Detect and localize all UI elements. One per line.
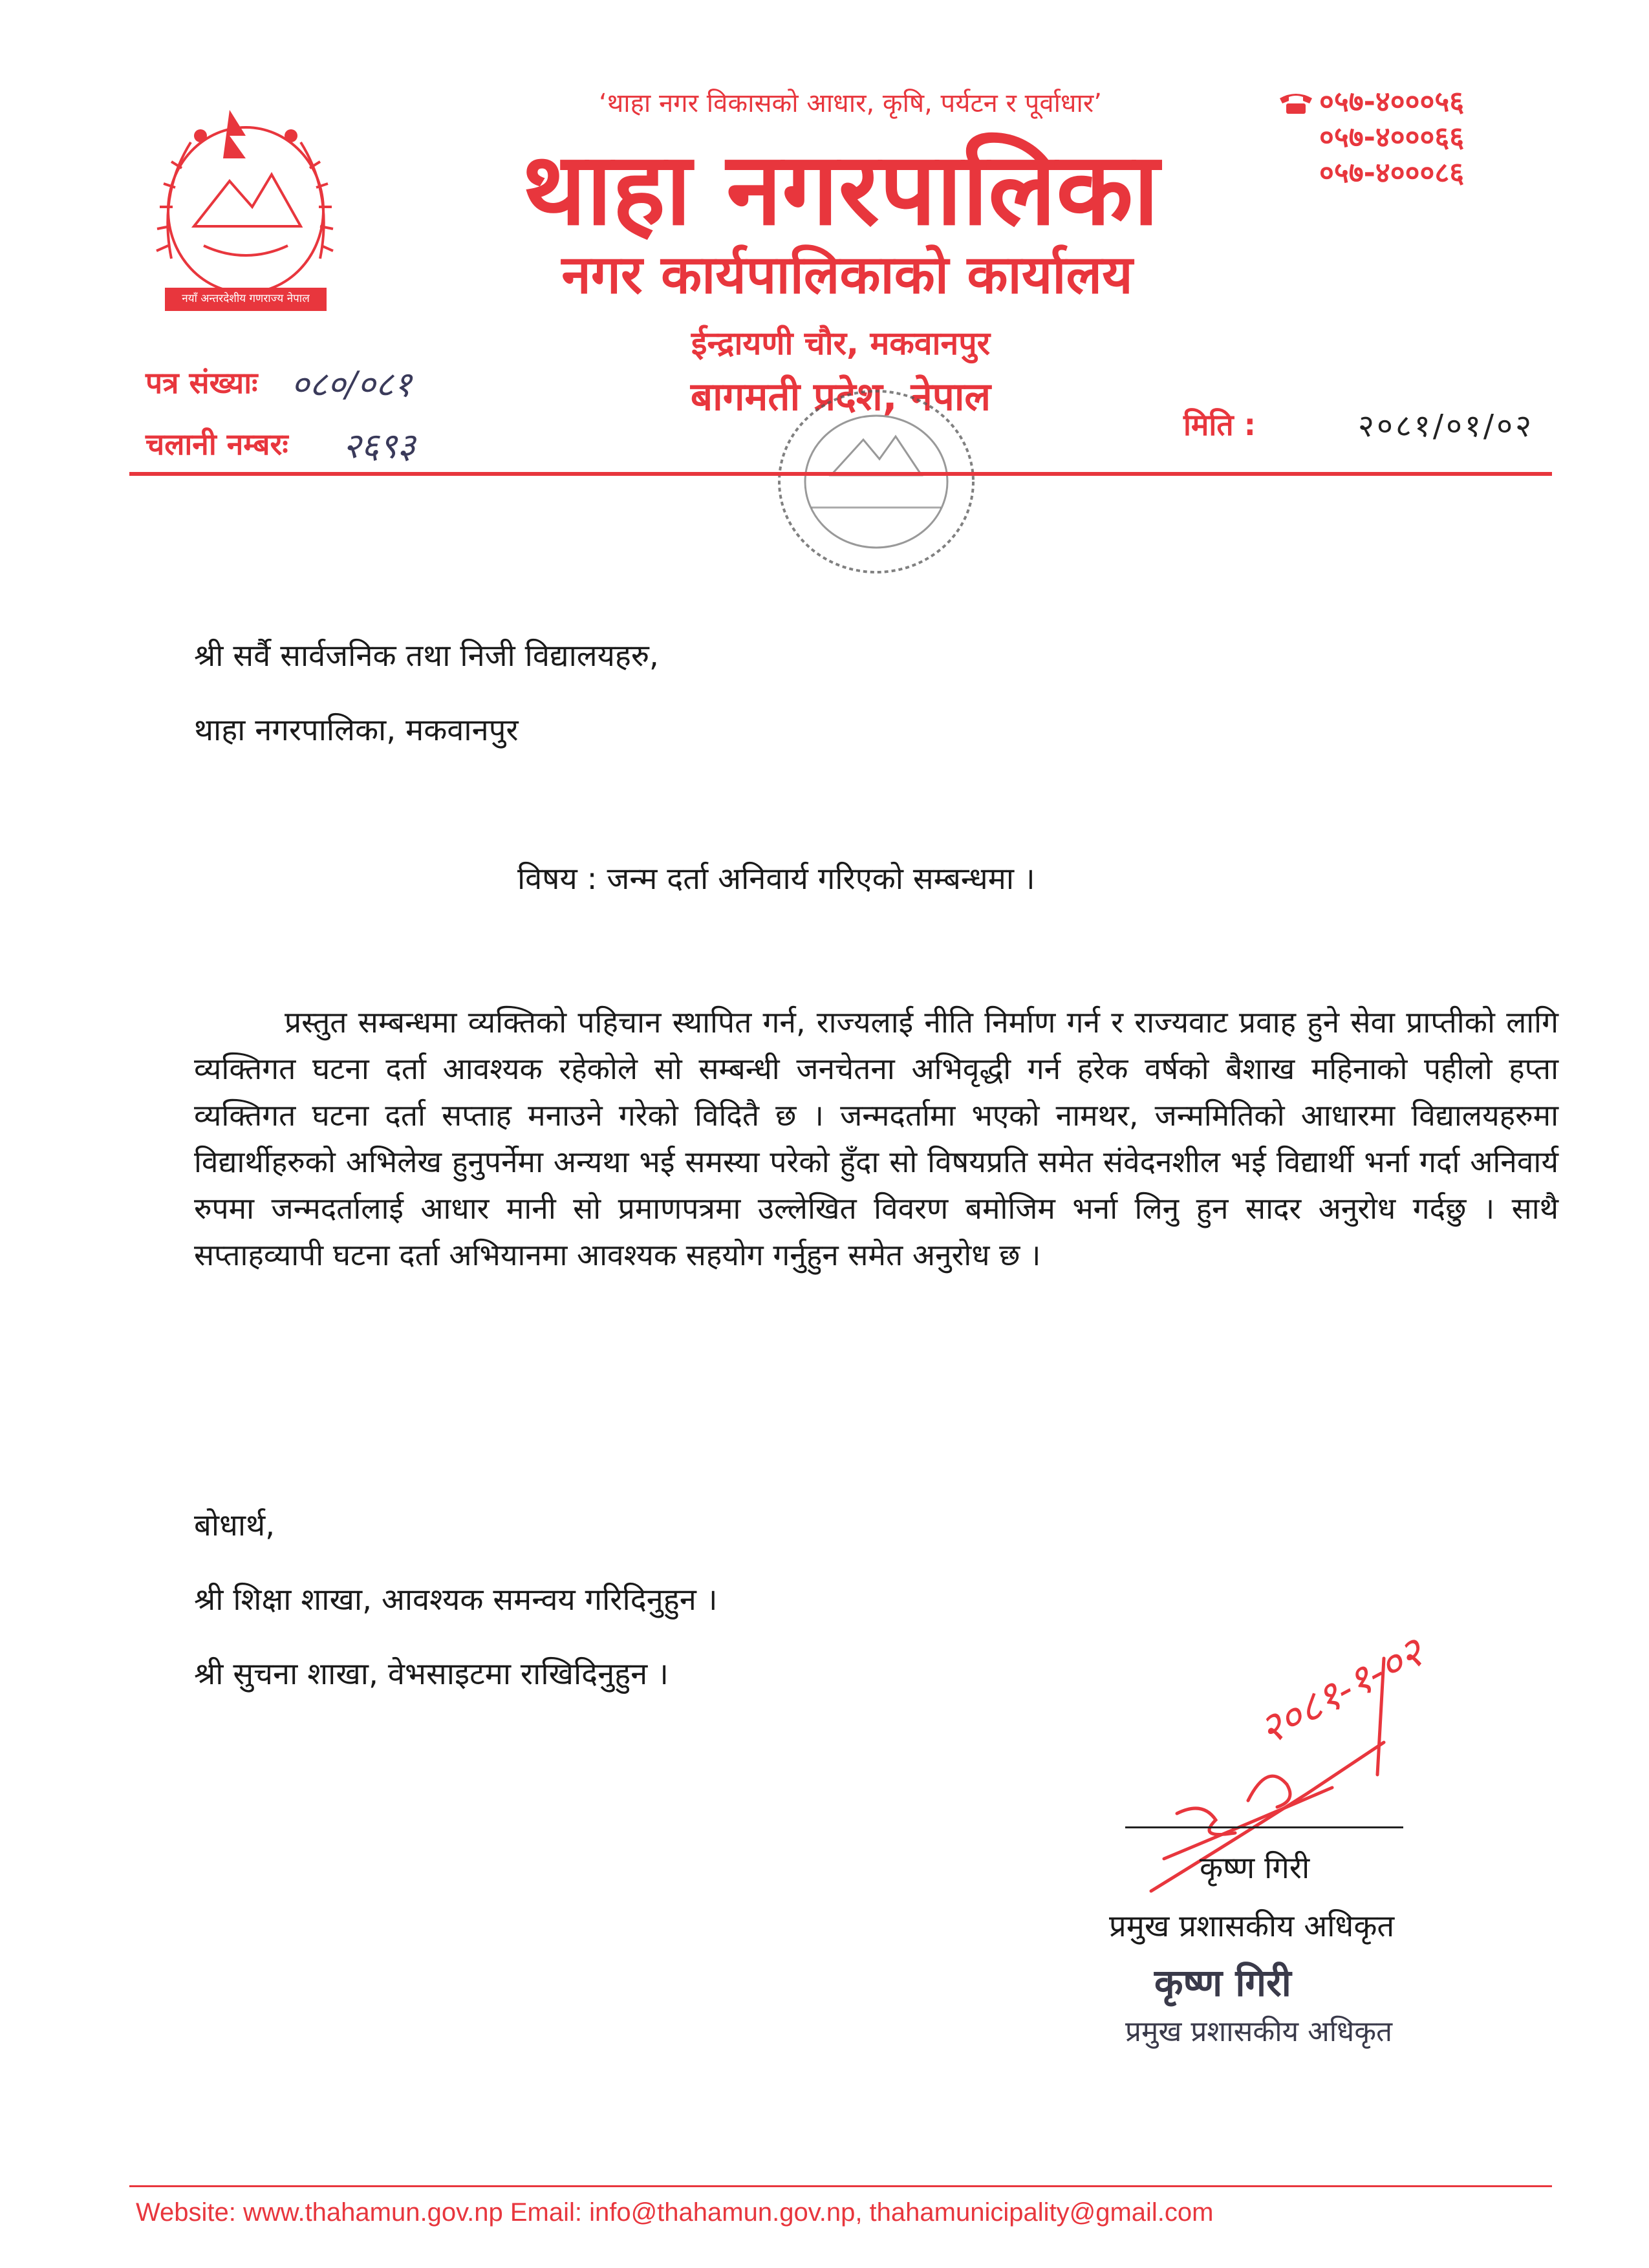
cc-heading: बोधार्थ,: [194, 1508, 275, 1543]
stamp-name: कृष्ण गिरी: [1154, 1961, 1291, 2005]
signature-line: [1125, 1826, 1403, 1828]
dispatch-no-label: चलानी नम्बरः: [146, 427, 288, 462]
telephone-icon: [1277, 89, 1315, 118]
municipality-name: थाहा नगरपालिका: [522, 131, 1159, 248]
handwritten-date: २०८१-१-०२: [1251, 1629, 1432, 1755]
emblem-ribbon-text: नयाँ अन्तरदेशीय गणराज्य नेपाल: [182, 292, 310, 305]
office-name: नगर कार्यपालिकाको कार्यालय: [561, 244, 1133, 306]
phone-numbers: [1319, 84, 1464, 191]
date-value: २०८१/०१/०२: [1358, 408, 1535, 444]
footer-contact: Website: www.thahamun.gov.np Email: info@thahamun.gov.np, thahamunicipality@gmail.com: [136, 2198, 1214, 2227]
address-line: ईन्द्रायणी चौर, मकवानपुर: [691, 325, 991, 362]
phone-number: ०५७-४०००६६: [1319, 121, 1465, 154]
stamp-title: प्रमुख प्रशासकीय अधिकृत: [1125, 2015, 1393, 2048]
header-divider: [129, 472, 1552, 476]
subject-line: विषय : जन्म दर्ता अनिवार्य गरिएको सम्बन्धमा ।: [517, 861, 1035, 897]
signatory-title: प्रमुख प्रशासकीय अधिकृत: [1109, 1909, 1395, 1944]
cc-line-2: श्री सुचना शाखा, वेभसाइटमा राखिदिनुहुन ।: [194, 1656, 669, 1692]
date-label: मिति :: [1183, 407, 1256, 442]
letter-no-value: ०८०/०८१: [291, 364, 412, 405]
slogan: ‘थाहा नगर विकासको आधार, कृषि, पर्यटन र पूर्वाधार’: [599, 89, 1102, 118]
dispatch-no-value: २६९३: [343, 425, 416, 466]
phone-number: ०५७-४०००५६: [1319, 85, 1465, 118]
phone-number: ०५७-४०००८६: [1319, 156, 1465, 189]
official-seal: [766, 378, 986, 585]
province-line: बागमती प्रदेश, नेपाल: [690, 374, 991, 420]
cc-line-1: श्री शिक्षा शाखा, आवश्यक समन्वय गरिदिनुहुन ।: [194, 1582, 718, 1618]
body-paragraph: प्रस्तुत सम्बन्धमा व्यक्तिको पहिचान स्थापित गर्न, राज्यलाई नीति निर्माण गर्न र राज्यवाट प्रवाह हुने सेवा प्राप्तीको लागि व्यक्तिगत घटना दर्ता आवश्यक रहेकोले सो सम्बन्धी जनचेतना अभिवृद्धी गर्न हरेक वर्षको बैशाख महिनाको पहीलो हप्ता व्यक्तिगत घटना दर्ता सप्ताह मनाउने गरेको विदितै छ । जन्मदर्तामा भएको नामथर, जन्ममितिको आधारमा विद्यालयहरुमा विद्यार्थीहरुको अभिलेख हुनुपर्नेमा अन्यथा भई समस्या परेको हुँदा सो विषयप्रति समेत संवेदनशील भई विद्यार्थी भर्ना गर्दा अनिवार्य रुपमा जन्मदर्तालाई आधार मानी सो प्रमाणपत्रमा उल्लेखित विवरण बमोजिम भर्ना लिनु हुन सादर अनुरोध गर्दछु । साथै सप्ताहव्यापी घटना दर्ता अभियानमा आवश्यक सहयोग गर्नुहुन समेत अनुरोध छ ।: [194, 1005, 1558, 1272]
letter-no-label: पत्र संख्याः: [146, 365, 258, 400]
signatory-name: कृष्ण गिरी: [1200, 1850, 1310, 1886]
emblem-logo: [133, 97, 359, 320]
recipient-line-2: थाहा नगरपालिका, मकवानपुर: [194, 712, 519, 748]
footer-divider: [129, 2185, 1552, 2187]
recipient-line-1: श्री सर्वै सार्वजनिक तथा निजी विद्यालयहरु,: [194, 638, 659, 674]
